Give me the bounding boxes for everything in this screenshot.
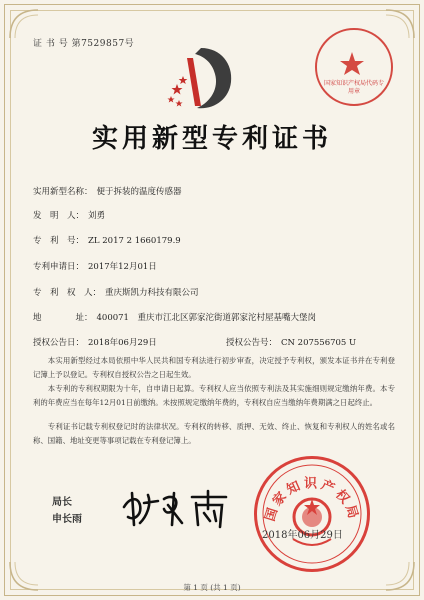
seal-bottom-text: 国家知识产权局 — [262, 476, 362, 524]
field-application-date — [33, 260, 157, 272]
field-label: 实用新型名称： — [33, 187, 93, 197]
paragraph-grant: 本实用新型经过本局依照中华人民共和国专利法进行初步审查，决定授予专利权，颁发本证书并在专利登记簿上予以登记。专利权自授权公告之日起生效。 — [33, 356, 395, 379]
field-grant-number — [226, 336, 356, 348]
paragraph-term: 本专利的专利权期限为十年，自申请日起算。专利权人应当依照专利法及其实施细则规定缴纳年费。本专利的年费应当在每年12月01日前缴纳。未按照规定缴纳年费的，专利权自应当缴纳年费期满之日起终止。 — [33, 384, 395, 407]
director-name: 申长雨 — [52, 514, 82, 525]
field-label: 地 址： — [33, 313, 93, 323]
svg-text:国家知识产权局 — [262, 476, 361, 524]
field-value: 2017年12月01日 — [88, 262, 157, 272]
field-value: 重庆斯凯力科技有限公司 — [105, 288, 199, 298]
director-title: 局长 — [52, 497, 72, 508]
grant-date: 2018年06月29日 — [262, 530, 343, 541]
field-grant-announcement — [33, 336, 157, 348]
field-patent-number — [33, 234, 181, 246]
field-label: 专利申请日： — [33, 262, 85, 272]
certificate-title: 实用新型专利证书 — [91, 124, 332, 154]
paragraph-legal-status: 专利证书记载专利权登记时的法律状况。专利权的转移、质押、无效、终止、恢复和专利权人的姓名或名称、国籍、地址变更等事项记载在专利登记簿上。 — [33, 422, 395, 445]
field-inventor — [33, 209, 105, 221]
office-code-seal — [315, 28, 393, 106]
field-value: 2018年06月29日 — [88, 338, 157, 348]
field-value: ZL 2017 2 1660179.9 — [88, 236, 181, 246]
seal-arc-text — [257, 459, 367, 569]
field-label: 专 利 权 人： — [33, 288, 102, 298]
patent-office-logo-icon — [165, 44, 237, 114]
field-value: 刘勇 — [88, 211, 106, 221]
page-footer: 第 1 页 (共 1 页) — [183, 583, 241, 592]
field-address — [33, 311, 316, 323]
field-label: 授权公告日： — [33, 338, 85, 348]
field-value: CN 207556705 U — [281, 338, 357, 348]
field-patentee — [33, 286, 199, 298]
office-official-seal — [254, 456, 370, 572]
field-value: 便于拆装的温度传感器 — [96, 187, 182, 197]
seal-top-text: 国家知识产权局代码专用章 — [323, 80, 384, 95]
certificate-number: 证 书 号 第7529857号 — [33, 39, 135, 49]
field-label: 授权公告号： — [226, 338, 278, 348]
field-label: 专 利 号： — [33, 236, 85, 246]
field-value: 400071 重庆市江北区郭家沱街道郭家沱村屋基嘴大堡岗 — [96, 313, 316, 323]
handwritten-signature — [118, 485, 238, 530]
field-utility-model-name — [33, 185, 182, 197]
field-label: 发 明 人： — [33, 211, 85, 221]
